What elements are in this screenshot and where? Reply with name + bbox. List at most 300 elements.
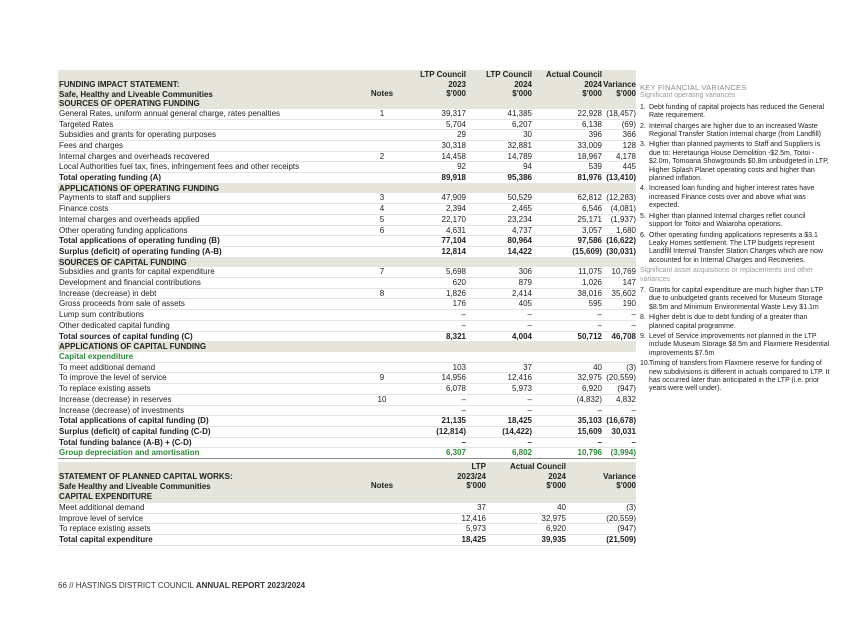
- row-note: [358, 513, 406, 524]
- row-note: [358, 492, 406, 503]
- row-label: Internal charges and overheads applied: [58, 214, 358, 225]
- ltp-2024-value: 94: [466, 162, 532, 173]
- ltp-2023-value: [406, 257, 466, 267]
- table-row: [58, 225, 636, 236]
- table-row: [58, 130, 636, 141]
- ltp-2023-value: 5,698: [406, 267, 466, 277]
- ltp-2024-value: 30: [466, 130, 532, 141]
- ltp-2024-value: –: [466, 405, 532, 416]
- row-label: Total sources of capital funding (C): [58, 331, 358, 342]
- table-header: [58, 70, 636, 99]
- row-note: [358, 246, 406, 257]
- variance-value: (20,559): [566, 513, 636, 524]
- table-row: [58, 437, 636, 448]
- table-row: [58, 278, 636, 289]
- row-note: [358, 524, 406, 535]
- table-row: [58, 162, 636, 173]
- row-label: Gross proceeds from sale of assets: [58, 299, 358, 310]
- ltp-2024-value: 18,425: [466, 416, 532, 427]
- row-label: Surplus (deficit) of operating funding (A-B): [58, 246, 358, 257]
- actual-2024-value: –: [532, 310, 602, 321]
- ltp-2024-value: [466, 183, 532, 193]
- row-label: Development and financial contributions: [58, 278, 358, 289]
- row-label: APPLICATIONS OF CAPITAL FUNDING: [58, 342, 358, 352]
- variance-value: (3): [602, 362, 636, 373]
- note-text: Internal charges are higher due to an increased Waste Regional Transfer Station internal charge (from Landfill): [649, 122, 821, 139]
- variance-value: (3,994): [602, 448, 636, 459]
- ltp-2024-value: [466, 352, 532, 362]
- table-row: [58, 299, 636, 310]
- table-row: [58, 267, 636, 277]
- asset-variances-list: [640, 287, 830, 394]
- actual-value: 6,920: [486, 524, 566, 535]
- ltp-2023-value: 22,170: [406, 214, 466, 225]
- key-financial-variances: [640, 84, 830, 396]
- table-row: [58, 373, 636, 384]
- variance-note: [640, 333, 830, 358]
- row-note: [358, 362, 406, 373]
- section-header-row: [58, 257, 636, 267]
- row-note: 1: [358, 109, 406, 119]
- note-text: Debt funding of capital projects has reduced the General Rate requirement.: [649, 103, 825, 120]
- row-label: Increase (decrease) in debt: [58, 288, 358, 299]
- table-row: [58, 534, 636, 545]
- actual-2024-value: 22,928: [532, 109, 602, 119]
- actual-2024-value: [532, 352, 602, 362]
- row-note: [358, 236, 406, 247]
- ltp-2024-value: 80,964: [466, 236, 532, 247]
- ltp-2024-value: 23,234: [466, 214, 532, 225]
- row-note: [358, 384, 406, 395]
- note-text: Higher debt is due to debt funding of a greater than planned capital programme.: [649, 314, 808, 330]
- row-label: Improve level of service: [58, 513, 358, 524]
- table-header: [58, 462, 636, 492]
- variance-value: (16,622): [602, 236, 636, 247]
- variance-value: 366: [602, 130, 636, 141]
- ltp-2023-value: 5,704: [406, 119, 466, 130]
- note-number: 9.: [640, 332, 646, 340]
- note-number: 6.: [640, 231, 646, 239]
- table-row: [58, 119, 636, 130]
- row-note: [358, 534, 406, 545]
- variance-value: 35,602: [602, 288, 636, 299]
- table-row: [58, 352, 636, 362]
- asset-variances-subheading: Significant asset acquisitions or replacements and other variances: [640, 267, 814, 283]
- row-label: To replace existing assets: [58, 384, 358, 395]
- variance-value: (12,283): [602, 193, 636, 203]
- variance-value: 147: [602, 278, 636, 289]
- variance-value: 30,031: [602, 426, 636, 437]
- note-number: 1.: [640, 103, 646, 111]
- row-label: Subsidies and grants for operating purposes: [58, 130, 358, 141]
- row-label: To replace existing assets: [58, 524, 358, 535]
- table-row: [58, 193, 636, 203]
- row-note: 6: [358, 225, 406, 236]
- actual-2024-value: [532, 342, 602, 352]
- note-text: Higher than planned payments to Staff and Suppliers is due to: Heretaunga House Demolition -$2.5m, Toitoi - $2.0m, Tomoana Showgrounds $0.8m unbudgeted in LTP, Higher Splash Planet operating costs and higher than planned inflation.: [649, 141, 829, 183]
- note-number: 5.: [640, 212, 646, 220]
- variance-value: (20,559): [602, 373, 636, 384]
- ltp-value: 18,425: [406, 534, 486, 545]
- ltp-2023-value: 30,318: [406, 140, 466, 151]
- operating-variances-subheading: Significant operating variances: [640, 92, 736, 100]
- row-note: 3: [358, 193, 406, 203]
- variance-value: –: [602, 310, 636, 321]
- table-title: [58, 70, 358, 99]
- statement-title: STATEMENT OF PLANNED CAPITAL WORKS:: [59, 471, 233, 481]
- variance-value: 1,680: [602, 225, 636, 236]
- row-note: [358, 310, 406, 321]
- actual-2024-value: 81,976: [532, 173, 602, 184]
- actual-2024-value: 97,586: [532, 236, 602, 247]
- variance-note: [640, 360, 830, 394]
- ltp-2023-value: 6,307: [406, 448, 466, 459]
- actual-2024-value: 15,609: [532, 426, 602, 437]
- note-text: Timing of transfers from Flaxmere reserve for funding of new subdivisions is different in actuals compared to LTP. It has occurred later than anticipated in the LTP (i.e. prior years were well under).: [649, 360, 830, 393]
- ltp-2024-value: [466, 257, 532, 267]
- variance-value: 46,708: [602, 331, 636, 342]
- ltp-2023-value: 12,814: [406, 246, 466, 257]
- variance-header: Variance $'000: [602, 70, 636, 99]
- ltp-2024-value: 6,802: [466, 448, 532, 459]
- ltp-2024-value: –: [466, 310, 532, 321]
- actual-2024-value: 595: [532, 299, 602, 310]
- row-label: Capital expenditure: [58, 352, 358, 362]
- ltp-2023-value: 89,918: [406, 173, 466, 184]
- ltp-2024-value: 306: [466, 267, 532, 277]
- ltp-2023-value: –: [406, 437, 466, 448]
- row-label: Fees and charges: [58, 140, 358, 151]
- ltp-2023-value: 2,394: [406, 204, 466, 215]
- actual-2024-value: (15,609): [532, 246, 602, 257]
- notes-header: Notes: [358, 70, 406, 99]
- ltp-2024-value: 2,465: [466, 204, 532, 215]
- table-row: [58, 362, 636, 373]
- variance-value: 190: [602, 299, 636, 310]
- ltp-2024-value: 5,973: [466, 384, 532, 395]
- variance-value: –: [602, 320, 636, 331]
- note-text: Higher than planned Internal charges reflet council support for Toitoi and Waiaroha operations.: [649, 212, 806, 229]
- row-label: Meet additional demand: [58, 502, 358, 513]
- note-number: 4.: [640, 185, 646, 193]
- ltp-2024-value: 12,416: [466, 373, 532, 384]
- ltp-2023-value: 14,956: [406, 373, 466, 384]
- table-row: [58, 513, 636, 524]
- ltp-2024-value: (14,422): [466, 426, 532, 437]
- row-label: Total funding balance (A-B) + (C-D): [58, 437, 358, 448]
- ltp-2024-value: –: [466, 437, 532, 448]
- section-header-row: [58, 342, 636, 352]
- variance-value: [602, 342, 636, 352]
- ltp-2024-value: [466, 99, 532, 109]
- variance-value: (947): [566, 524, 636, 535]
- actual-2024-value: [532, 99, 602, 109]
- actual-2024-value: –: [532, 320, 602, 331]
- variance-header: Variance $'000: [566, 462, 636, 492]
- ltp-header: LTP 2023/24 $'000: [406, 462, 486, 492]
- actual-2024-value: [532, 257, 602, 267]
- ltp-2023-value: 103: [406, 362, 466, 373]
- variance-value: [602, 352, 636, 362]
- ltp-2024-value: 95,386: [466, 173, 532, 184]
- ltp-2023-value: –: [406, 405, 466, 416]
- actual-2024-value: 6,138: [532, 119, 602, 130]
- variance-value: 445: [602, 162, 636, 173]
- ltp-2023-value: 14,458: [406, 151, 466, 162]
- actual-2024-value: 6,920: [532, 384, 602, 395]
- row-label: Other operating funding applications: [58, 225, 358, 236]
- variance-value: (16,678): [602, 416, 636, 427]
- actual-2024-value: –: [532, 405, 602, 416]
- actual-value: [486, 492, 566, 503]
- ltp-value: 37: [406, 502, 486, 513]
- row-label: To meet additional demand: [58, 362, 358, 373]
- ltp-2024-header: LTP Council 2024 $'000: [466, 70, 532, 99]
- ltp-2023-value: [406, 352, 466, 362]
- note-text: Level of Service improvements not planned in the LTP include Museum Storage $8.5m and Flaxmere Residential improvements $7.5m: [649, 332, 830, 357]
- actual-2024-value: 50,712: [532, 331, 602, 342]
- ltp-2024-value: 37: [466, 362, 532, 373]
- row-note: 9: [358, 373, 406, 384]
- actual-2024-value: 6,546: [532, 204, 602, 215]
- variance-note: [640, 287, 830, 312]
- row-note: [358, 130, 406, 141]
- actual-value: 40: [486, 502, 566, 513]
- row-note: [358, 416, 406, 427]
- row-note: [358, 299, 406, 310]
- actual-2024-value: 18,967: [532, 151, 602, 162]
- variance-value: 4,832: [602, 394, 636, 405]
- row-note: [358, 502, 406, 513]
- actual-2024-value: 25,171: [532, 214, 602, 225]
- variance-note: [640, 185, 830, 210]
- actual-2024-value: 40: [532, 362, 602, 373]
- row-note: [358, 257, 406, 267]
- ltp-2024-value: –: [466, 320, 532, 331]
- ltp-2024-value: 4,004: [466, 331, 532, 342]
- row-note: [358, 162, 406, 173]
- actual-2024-header: Actual Council 2024 $'000: [532, 70, 602, 99]
- actual-2024-value: 3,057: [532, 225, 602, 236]
- table-row: [58, 236, 636, 247]
- row-label: Internal charges and overheads recovered: [58, 151, 358, 162]
- variance-value: 128: [602, 140, 636, 151]
- notes-header: Notes: [358, 462, 406, 492]
- note-number: 7.: [640, 286, 646, 294]
- section-header-row: [58, 99, 636, 109]
- actual-2024-value: 32,975: [532, 373, 602, 384]
- row-note: [358, 140, 406, 151]
- page-footer: [58, 581, 305, 590]
- variance-note: [640, 104, 830, 121]
- ltp-value: 5,973: [406, 524, 486, 535]
- ltp-2023-value: 39,317: [406, 109, 466, 119]
- variance-value: 4,178: [602, 151, 636, 162]
- row-label: Finance costs: [58, 204, 358, 215]
- operating-variances-list: [640, 104, 830, 265]
- row-label: Increase (decrease) in reserves: [58, 394, 358, 405]
- row-note: [358, 437, 406, 448]
- ltp-2023-value: 47,909: [406, 193, 466, 203]
- row-note: [358, 331, 406, 342]
- actual-2024-value: –: [532, 437, 602, 448]
- table-row: [58, 151, 636, 162]
- variance-value: [602, 99, 636, 109]
- variance-value: (13,410): [602, 173, 636, 184]
- ltp-2024-value: 41,385: [466, 109, 532, 119]
- variance-value: (947): [602, 384, 636, 395]
- note-text: Grants for capital expenditure are much higher than LTP due to unbudgeted grants received for Museum Storage $8.5m and Minimum Environmental Waste Levy $1.1m: [649, 286, 824, 311]
- table-row: [58, 405, 636, 416]
- actual-2024-value: 38,016: [532, 288, 602, 299]
- table-row: [58, 448, 636, 459]
- ltp-2023-value: 4,631: [406, 225, 466, 236]
- variance-value: (30,031): [602, 246, 636, 257]
- ltp-2023-value: –: [406, 310, 466, 321]
- variance-value: (18,457): [602, 109, 636, 119]
- ltp-2023-value: –: [406, 320, 466, 331]
- table-row: [58, 394, 636, 405]
- table-title: [58, 462, 358, 492]
- ltp-2023-header: LTP Council 2023 $'000: [406, 70, 466, 99]
- ltp-2023-value: 29: [406, 130, 466, 141]
- table-row: [58, 416, 636, 427]
- row-label: APPLICATIONS OF OPERATING FUNDING: [58, 183, 358, 193]
- row-note: [358, 119, 406, 130]
- ltp-2024-value: 14,789: [466, 151, 532, 162]
- row-note: 4: [358, 204, 406, 215]
- row-note: [358, 342, 406, 352]
- variance-value: (69): [602, 119, 636, 130]
- ltp-2024-value: 6,207: [466, 119, 532, 130]
- row-label: Total applications of capital funding (D): [58, 416, 358, 427]
- ltp-2024-value: 32,881: [466, 140, 532, 151]
- row-note: [358, 183, 406, 193]
- table-row: [58, 173, 636, 184]
- table-row: [58, 331, 636, 342]
- row-label: Total applications of operating funding (B): [58, 236, 358, 247]
- variance-note: [640, 314, 830, 331]
- planned-capital-works-table: [58, 462, 636, 546]
- table-row: [58, 310, 636, 321]
- variance-value: (21,509): [566, 534, 636, 545]
- row-label: Lump sum contributions: [58, 310, 358, 321]
- row-label: Payments to staff and suppliers: [58, 193, 358, 203]
- row-note: 8: [358, 288, 406, 299]
- row-note: [358, 320, 406, 331]
- row-label: Increase (decrease) of investments: [58, 405, 358, 416]
- ltp-2023-value: 6,078: [406, 384, 466, 395]
- row-note: [358, 448, 406, 459]
- actual-2024-value: 62,812: [532, 193, 602, 203]
- ltp-2023-value: [406, 99, 466, 109]
- actual-2024-value: 10,796: [532, 448, 602, 459]
- row-label: Group depreciation and amortisation: [58, 448, 358, 459]
- statement-subtitle: Safe, Healthy and Liveable Communities: [59, 89, 213, 99]
- ltp-2024-value: 879: [466, 278, 532, 289]
- variance-value: (4,081): [602, 204, 636, 215]
- variance-value: –: [602, 437, 636, 448]
- ltp-2023-value: 21,135: [406, 416, 466, 427]
- actual-2024-value: (4,832): [532, 394, 602, 405]
- actual-2024-value: [532, 183, 602, 193]
- actual-2024-value: 11,075: [532, 267, 602, 277]
- ltp-2024-value: [466, 342, 532, 352]
- row-label: General Rates, uniform annual general charge, rates penalties: [58, 109, 358, 119]
- ltp-2023-value: (12,814): [406, 426, 466, 437]
- note-text: Increased loan funding and higher interest rates have increased Finance costs over and above what was expected.: [649, 185, 815, 210]
- ltp-2023-value: [406, 342, 466, 352]
- row-label: Total operating funding (A): [58, 173, 358, 184]
- table-row: [58, 524, 636, 535]
- table-row: [58, 384, 636, 395]
- table-row: [58, 140, 636, 151]
- row-label: Local Authorities fuel tax, fines, infringement fees and other receipts: [58, 162, 358, 173]
- section-header-row: [58, 492, 636, 503]
- note-number: 3.: [640, 141, 646, 149]
- row-label: Total capital expenditure: [58, 534, 358, 545]
- ltp-value: [406, 492, 486, 503]
- row-label: Surplus (deficit) of capital funding (C-D): [58, 426, 358, 437]
- row-note: [358, 352, 406, 362]
- note-number: 8.: [640, 314, 646, 322]
- variance-value: 10,769: [602, 267, 636, 277]
- row-note: [358, 278, 406, 289]
- table-row: [58, 109, 636, 119]
- note-number: 2.: [640, 122, 646, 130]
- row-note: [358, 173, 406, 184]
- footer-report-title: ANNUAL REPORT 2023/2024: [195, 581, 306, 590]
- row-note: [358, 99, 406, 109]
- actual-2024-value: 396: [532, 130, 602, 141]
- variance-value: (3): [566, 502, 636, 513]
- row-note: 7: [358, 267, 406, 277]
- row-label: Other dedicated capital funding: [58, 320, 358, 331]
- actual-2024-value: 539: [532, 162, 602, 173]
- ltp-2023-value: 8,321: [406, 331, 466, 342]
- ltp-2023-value: 92: [406, 162, 466, 173]
- variance-value: [602, 257, 636, 267]
- ltp-2024-value: 4,737: [466, 225, 532, 236]
- ltp-2024-value: 14,422: [466, 246, 532, 257]
- row-note: 10: [358, 394, 406, 405]
- table-row: [58, 246, 636, 257]
- row-note: [358, 405, 406, 416]
- row-label: Subsidies and grants for capital expenditure: [58, 267, 358, 277]
- ltp-2023-value: [406, 183, 466, 193]
- variance-value: (1,937): [602, 214, 636, 225]
- table-row: [58, 204, 636, 215]
- ltp-2024-value: 2,414: [466, 288, 532, 299]
- ltp-2024-value: –: [466, 394, 532, 405]
- ltp-2024-value: 50,529: [466, 193, 532, 203]
- row-label: CAPITAL EXPENDITURE: [58, 492, 358, 503]
- row-label: SOURCES OF CAPITAL FUNDING: [58, 257, 358, 267]
- variance-value: [602, 183, 636, 193]
- table-row: [58, 426, 636, 437]
- table-row: [58, 502, 636, 513]
- ltp-2023-value: –: [406, 394, 466, 405]
- ltp-2023-value: 176: [406, 299, 466, 310]
- table-row: [58, 214, 636, 225]
- variance-note: [640, 123, 830, 140]
- actual-header: Actual Council 2024 $'000: [486, 462, 566, 492]
- row-label: SOURCES OF OPERATING FUNDING: [58, 99, 358, 109]
- ltp-value: 12,416: [406, 513, 486, 524]
- actual-2024-value: 33,009: [532, 140, 602, 151]
- ltp-2023-value: 620: [406, 278, 466, 289]
- variance-value: –: [602, 405, 636, 416]
